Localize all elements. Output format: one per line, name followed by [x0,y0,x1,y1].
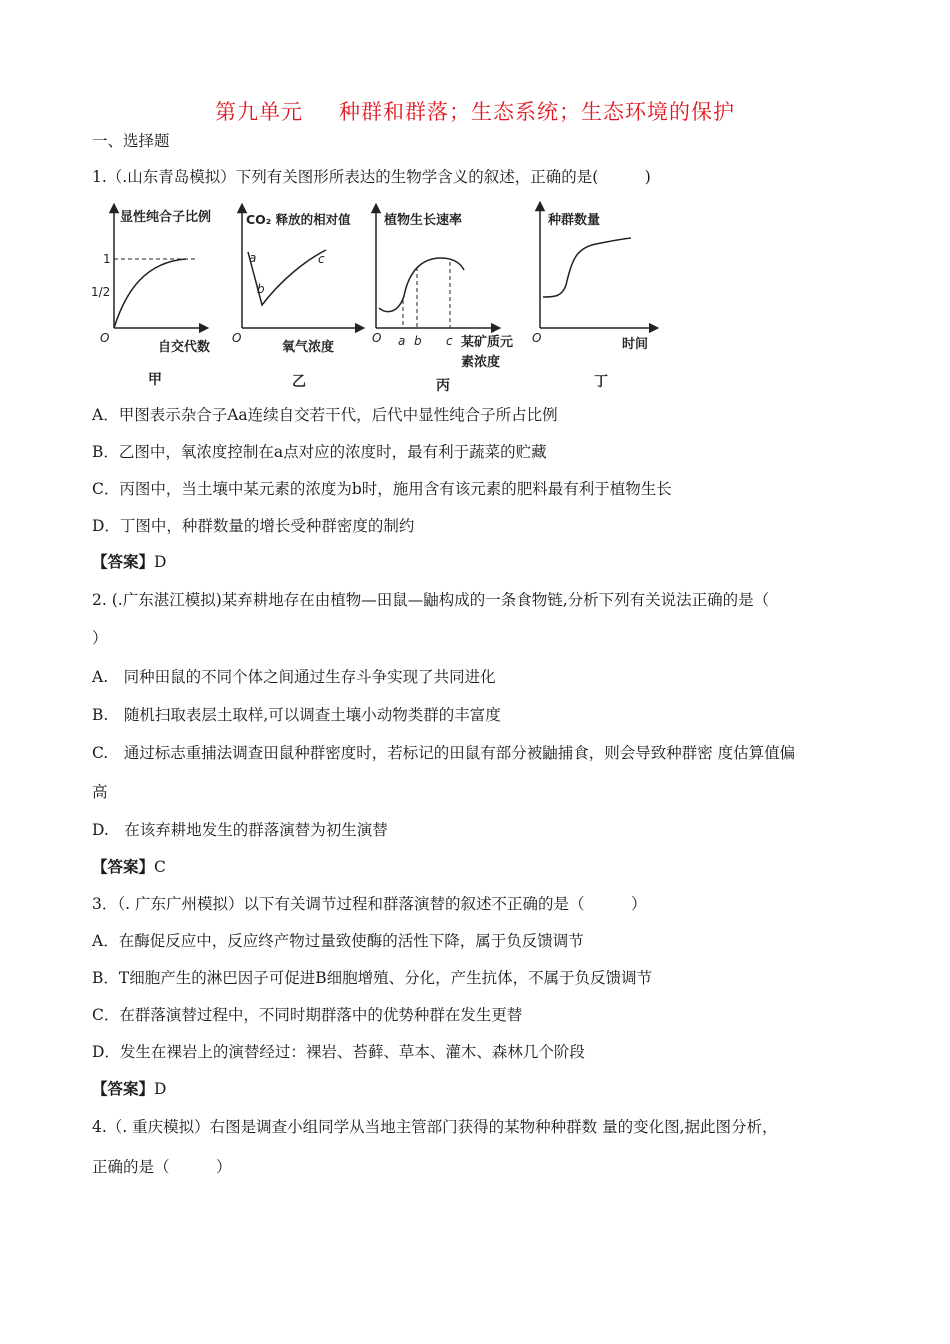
q2-option-c-cont: 高 [92,783,108,801]
graph-yi [232,208,360,390]
q2-option-b: B. 随机扫取表层土取样,可以调查土壤小动物类群的丰富度 [92,706,501,724]
section-heading: 一、选择题 [92,132,170,150]
yi-point-a: a [249,251,257,265]
jia-tick-1: 1 [103,252,111,266]
ding-ylabel: 种群数量 [548,213,601,228]
q3-answer-label: 【答案】 [92,1079,155,1098]
yi-curve [248,250,326,305]
yi-caption: 乙 [292,374,306,390]
q1-stem: 1.（.山东青岛模拟）下列有关图形所表达的生物学含义的叙述，正确的是( ) [92,168,651,186]
ding-origin: O [532,331,542,345]
q3-option-a: A．在酶促反应中，反应终产物过量致使酶的活性下降，属于负反馈调节 [92,932,584,950]
q3-option-d: D．发生在裸岩上的演替经过：裸岩、苔藓、草本、灌木、森林几个阶段 [92,1043,585,1061]
bing-xlabel-1: 某矿质元 [461,335,514,350]
jia-origin: O [100,331,110,345]
ding-caption: 丁 [594,374,608,390]
bing-curve [379,258,464,312]
jia-xlabel: 自交代数 [158,340,211,355]
jia-tick-half: 1/2 [91,285,111,299]
q1-answer [92,550,166,572]
bing-point-b: b [414,334,422,348]
q2-answer [92,855,166,877]
graph-ding [532,206,654,390]
q3-option-b: B．T细胞产生的淋巴因子可促进B细胞增殖、分化，产生抗体，不属于负反馈调节 [92,969,653,987]
graph-bing [372,208,513,394]
jia-curve [114,259,186,328]
page-title [0,96,950,126]
title-topic: 种群和群落；生态系统；生态环境的保护 [339,100,735,124]
q2-option-d: D. 在该弃耕地发生的群落演替为初生演替 [92,821,388,839]
q2-option-c: C. 通过标志重捕法调查田鼠种群密度时，若标记的田鼠有部分被鼬捕食，则会导致种群密 度估算值偏 [92,744,796,762]
bing-ylabel: 植物生长速率 [384,213,463,228]
q2-answer-value: C [154,858,166,876]
bing-xlabel-2: 素浓度 [461,355,501,370]
q1-answer-value: D [154,553,167,571]
bing-origin: O [372,331,382,345]
title-unit: 第九单元 [215,100,303,124]
q2-stem-cont: ） [92,629,108,647]
q1-option-b: B．乙图中，氧浓度控制在a点对应的浓度时，最有利于蔬菜的贮藏 [92,443,547,461]
jia-ylabel: 显性纯合子比例 [120,210,212,225]
bing-caption: 丙 [436,378,450,394]
q1-option-c: C．丙图中，当土壤中某元素的浓度为b时，施用含有该元素的肥料最有利于植物生长 [92,480,672,498]
q4-stem: 4.（. 重庆模拟）右图是调查小组同学从当地主管部门获得的某物种种群数 量的变化图,据此图分析， [92,1118,778,1136]
yi-origin: O [232,331,242,345]
q3-answer [92,1077,166,1099]
q4-stem-cont: 正确的是（ ） [92,1158,232,1176]
jia-caption: 甲 [148,372,162,388]
ding-xlabel: 时间 [622,337,649,352]
q1-option-d: D．丁图中，种群数量的增长受种群密度的制约 [92,517,415,535]
q1-figure [91,200,676,400]
bing-point-a: a [398,334,406,348]
yi-ylabel: CO₂ 释放的相对值 [246,212,351,227]
q3-stem: 3．（. 广东广州模拟）以下有关调节过程和群落演替的叙述不正确的是（ ） [92,895,647,913]
bing-point-c: c [446,334,453,348]
yi-point-c: c [318,252,325,266]
q1-option-a: A．甲图表示杂合子Aa连续自交若干代，后代中显性纯合子所占比例 [92,406,558,424]
graph-jia [91,208,211,388]
ding-curve [543,238,631,297]
q2-option-a: A. 同种田鼠的不同个体之间通过生存斗争实现了共同进化 [92,668,496,686]
yi-point-b: b [257,282,265,296]
yi-xlabel: 氧气浓度 [282,340,335,355]
q1-answer-label: 【答案】 [92,552,155,571]
q2-stem: 2. (.广东湛江模拟)某弃耕地存在由植物—田鼠—鼬构成的一条食物链,分析下列有关说法正确的是（ [92,591,770,609]
q3-answer-value: D [154,1080,167,1098]
q3-option-c: C．在群落演替过程中，不同时期群落中的优势种群在发生更替 [92,1006,523,1024]
q2-answer-label: 【答案】 [92,857,155,876]
